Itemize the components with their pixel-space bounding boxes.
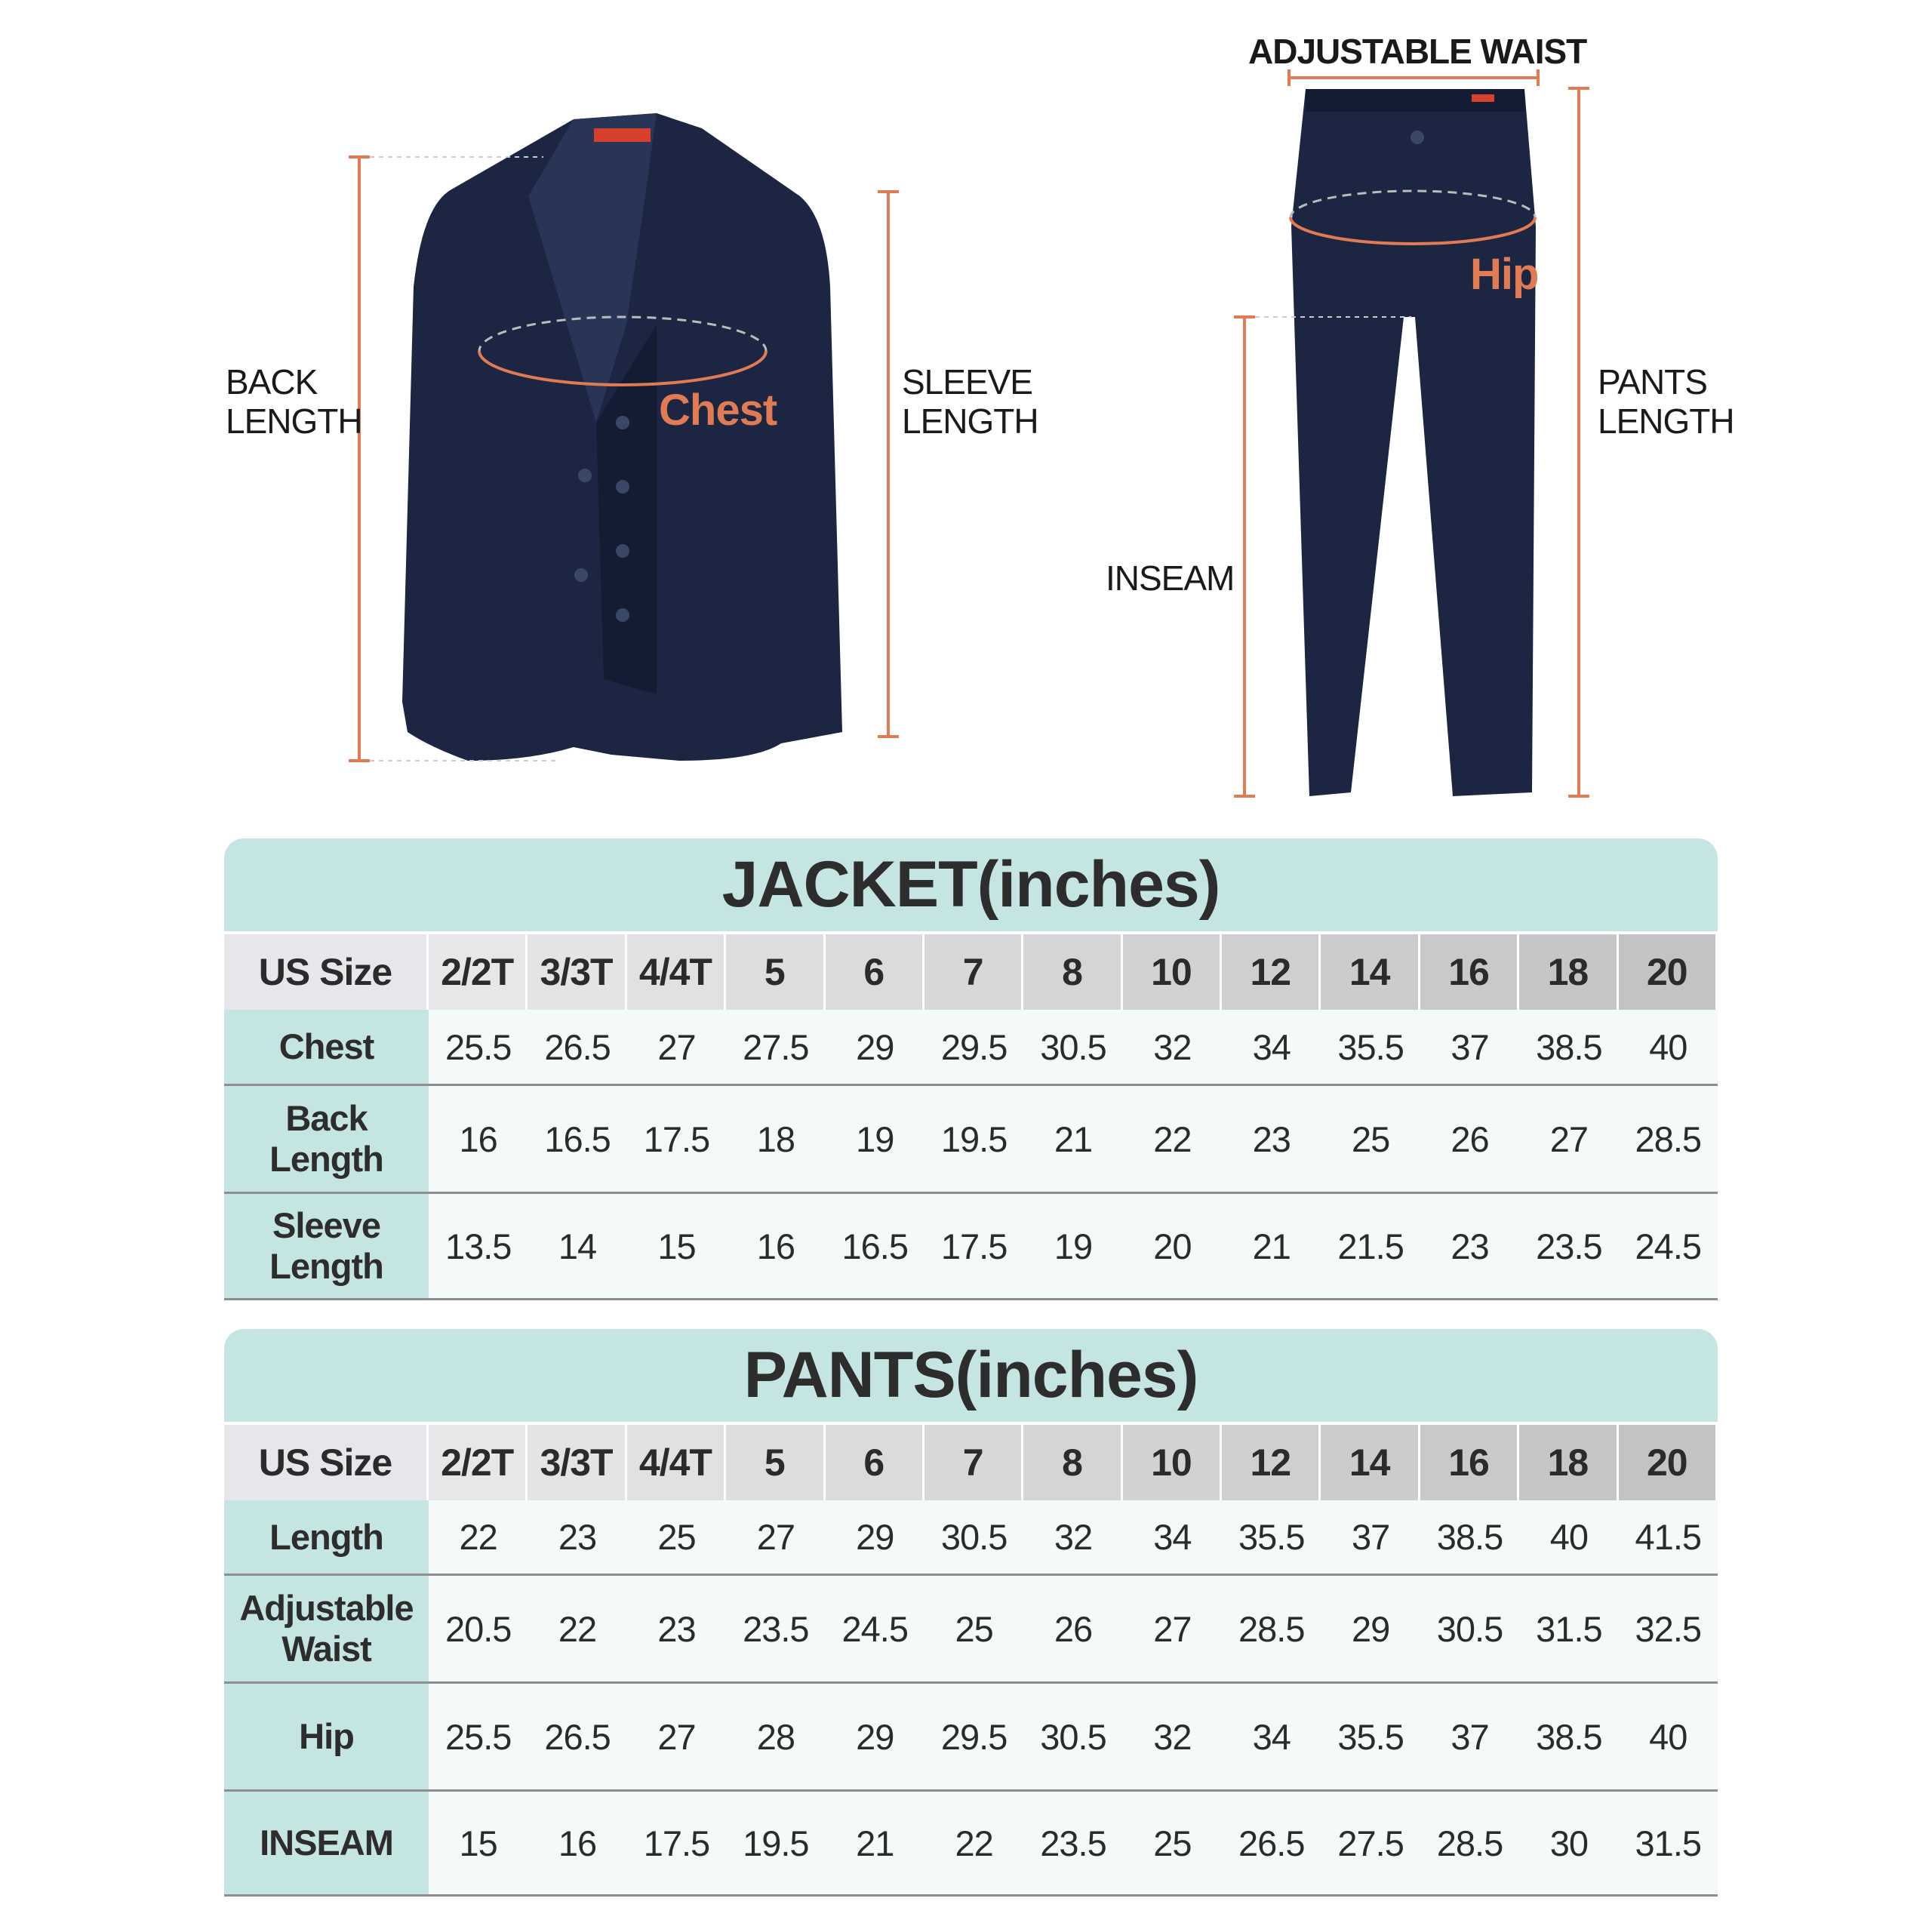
size-header-cell: 7 (924, 1425, 1021, 1500)
size-header-label: US Size (224, 934, 426, 1010)
value-cell: 19 (826, 1086, 924, 1192)
value-cell: 15 (429, 1792, 528, 1894)
value-cell: 21 (826, 1792, 924, 1894)
size-header-cell: 2/2T (429, 1425, 525, 1500)
value-cell: 25.5 (429, 1684, 528, 1789)
value-cell: 22 (528, 1576, 626, 1681)
value-cell: 22 (429, 1500, 528, 1574)
value-cell: 37 (1420, 1684, 1519, 1789)
row-label: Hip (224, 1684, 429, 1789)
value-cell: 15 (627, 1194, 726, 1298)
jacket-size-table (224, 838, 1718, 1300)
size-header-cell: 12 (1222, 934, 1318, 1010)
size-header-cell: 4/4T (627, 934, 724, 1010)
value-cell: 16 (528, 1792, 626, 1894)
row-label: Length (224, 1500, 429, 1574)
value-cell: 28 (726, 1684, 825, 1789)
size-header-cell: 18 (1519, 934, 1616, 1010)
chest-label: Chest (659, 386, 777, 435)
value-cell: 16 (726, 1194, 825, 1298)
value-cell: 25 (1123, 1792, 1222, 1894)
value-cell: 31.5 (1619, 1792, 1718, 1894)
row-label: Chest (224, 1010, 429, 1084)
value-cell: 37 (1420, 1010, 1519, 1084)
jacket-table-title: JACKET(inches) (224, 838, 1718, 931)
pants-size-table (224, 1329, 1718, 1897)
value-cell: 29 (826, 1684, 924, 1789)
value-cell: 40 (1619, 1010, 1718, 1084)
adjustable-waist-label: ADJUSTABLE WAIST (1248, 32, 1587, 71)
value-cell: 17.5 (924, 1194, 1023, 1298)
row-label: Back Length (224, 1086, 429, 1192)
value-cell: 29 (1321, 1576, 1420, 1681)
size-header-cell: 20 (1619, 934, 1715, 1010)
value-cell: 16.5 (826, 1194, 924, 1298)
value-cell: 34 (1123, 1500, 1222, 1574)
size-header-cell: 14 (1321, 1425, 1417, 1500)
value-cell: 23.5 (1023, 1792, 1122, 1894)
size-header-cell: 4/4T (627, 1425, 724, 1500)
value-cell: 37 (1321, 1500, 1420, 1574)
size-header-cell: 5 (726, 1425, 823, 1500)
sleeve-length-label: SLEEVE LENGTH (902, 362, 1038, 441)
value-cell: 29 (826, 1500, 924, 1574)
value-cell: 38.5 (1519, 1684, 1618, 1789)
value-cell: 23 (1222, 1086, 1321, 1192)
value-cell: 18 (726, 1086, 825, 1192)
value-cell: 16 (429, 1086, 528, 1192)
value-cell: 25 (627, 1500, 726, 1574)
pants-table-title: PANTS(inches) (224, 1329, 1718, 1422)
row-label: INSEAM (224, 1792, 429, 1894)
value-cell: 29.5 (924, 1684, 1023, 1789)
value-cell: 27 (726, 1500, 825, 1574)
pants-grid (224, 1425, 1718, 1897)
size-header-cell: 14 (1321, 934, 1417, 1010)
row-label: Sleeve Length (224, 1194, 429, 1298)
value-cell: 32 (1123, 1684, 1222, 1789)
value-cell: 22 (1123, 1086, 1222, 1192)
hip-label: Hip (1470, 250, 1539, 299)
value-cell: 19 (1023, 1194, 1122, 1298)
value-cell: 25 (1321, 1086, 1420, 1192)
size-header-cell: 5 (726, 934, 823, 1010)
value-cell: 41.5 (1619, 1500, 1718, 1574)
size-header-cell: 3/3T (528, 1425, 624, 1500)
value-cell: 27 (1519, 1086, 1618, 1192)
value-cell: 26.5 (528, 1684, 626, 1789)
value-cell: 34 (1222, 1684, 1321, 1789)
value-cell: 32 (1023, 1500, 1122, 1574)
inseam-label: INSEAM (1106, 558, 1235, 598)
value-cell: 35.5 (1321, 1684, 1420, 1789)
value-cell: 32.5 (1619, 1576, 1718, 1681)
value-cell: 30.5 (1023, 1684, 1122, 1789)
value-cell: 31.5 (1519, 1576, 1618, 1681)
value-cell: 27 (1123, 1576, 1222, 1681)
value-cell: 27.5 (726, 1010, 825, 1084)
value-cell: 27 (627, 1010, 726, 1084)
size-header-cell: 6 (826, 934, 922, 1010)
value-cell: 13.5 (429, 1194, 528, 1298)
size-header-cell: 12 (1222, 1425, 1318, 1500)
value-cell: 20.5 (429, 1576, 528, 1681)
size-header-label: US Size (224, 1425, 426, 1500)
size-header-cell: 10 (1123, 934, 1220, 1010)
value-cell: 34 (1222, 1010, 1321, 1084)
value-cell: 30 (1519, 1792, 1618, 1894)
value-cell: 30.5 (1420, 1576, 1519, 1681)
pants-image (1291, 89, 1539, 796)
jacket-grid (224, 934, 1718, 1300)
value-cell: 30.5 (924, 1500, 1023, 1574)
row-divider (224, 1298, 1718, 1300)
value-cell: 19.5 (726, 1792, 825, 1894)
size-header-cell: 16 (1420, 1425, 1517, 1500)
value-cell: 26.5 (528, 1010, 626, 1084)
value-cell: 29.5 (924, 1010, 1023, 1084)
jacket-image (402, 113, 842, 761)
size-header-cell: 8 (1023, 934, 1120, 1010)
size-header-cell: 8 (1023, 1425, 1120, 1500)
value-cell: 40 (1519, 1500, 1618, 1574)
value-cell: 26 (1023, 1576, 1122, 1681)
size-header-cell: 20 (1619, 1425, 1715, 1500)
value-cell: 26.5 (1222, 1792, 1321, 1894)
value-cell: 23.5 (1519, 1194, 1618, 1298)
size-header-cell: 3/3T (528, 934, 624, 1010)
value-cell: 30.5 (1023, 1010, 1122, 1084)
value-cell: 40 (1619, 1684, 1718, 1789)
value-cell: 29 (826, 1010, 924, 1084)
value-cell: 32 (1123, 1010, 1222, 1084)
row-label: Adjustable Waist (224, 1576, 429, 1681)
value-cell: 28.5 (1222, 1576, 1321, 1681)
value-cell: 38.5 (1519, 1010, 1618, 1084)
value-cell: 28.5 (1619, 1086, 1718, 1192)
value-cell: 16.5 (528, 1086, 626, 1192)
value-cell: 14 (528, 1194, 626, 1298)
value-cell: 23 (1420, 1194, 1519, 1298)
value-cell: 38.5 (1420, 1500, 1519, 1574)
value-cell: 17.5 (627, 1792, 726, 1894)
size-header-cell: 18 (1519, 1425, 1616, 1500)
pants-length-label: PANTS LENGTH (1598, 362, 1734, 441)
size-header-cell: 6 (826, 1425, 922, 1500)
value-cell: 21 (1222, 1194, 1321, 1298)
size-header-cell: 16 (1420, 934, 1517, 1010)
value-cell: 28.5 (1420, 1792, 1519, 1894)
value-cell: 21.5 (1321, 1194, 1420, 1298)
value-cell: 19.5 (924, 1086, 1023, 1192)
size-header-cell: 2/2T (429, 934, 525, 1010)
value-cell: 20 (1123, 1194, 1222, 1298)
row-divider (224, 1894, 1718, 1897)
back-length-label: BACK LENGTH (226, 362, 362, 441)
value-cell: 35.5 (1222, 1500, 1321, 1574)
value-cell: 25.5 (429, 1010, 528, 1084)
value-cell: 25 (924, 1576, 1023, 1681)
size-header-cell: 10 (1123, 1425, 1220, 1500)
value-cell: 21 (1023, 1086, 1122, 1192)
size-header-cell: 7 (924, 934, 1021, 1010)
value-cell: 27.5 (1321, 1792, 1420, 1894)
value-cell: 26 (1420, 1086, 1519, 1192)
value-cell: 23.5 (726, 1576, 825, 1681)
value-cell: 23 (627, 1576, 726, 1681)
value-cell: 17.5 (627, 1086, 726, 1192)
value-cell: 22 (924, 1792, 1023, 1894)
value-cell: 23 (528, 1500, 626, 1574)
value-cell: 35.5 (1321, 1010, 1420, 1084)
value-cell: 24.5 (826, 1576, 924, 1681)
value-cell: 24.5 (1619, 1194, 1718, 1298)
value-cell: 27 (627, 1684, 726, 1789)
